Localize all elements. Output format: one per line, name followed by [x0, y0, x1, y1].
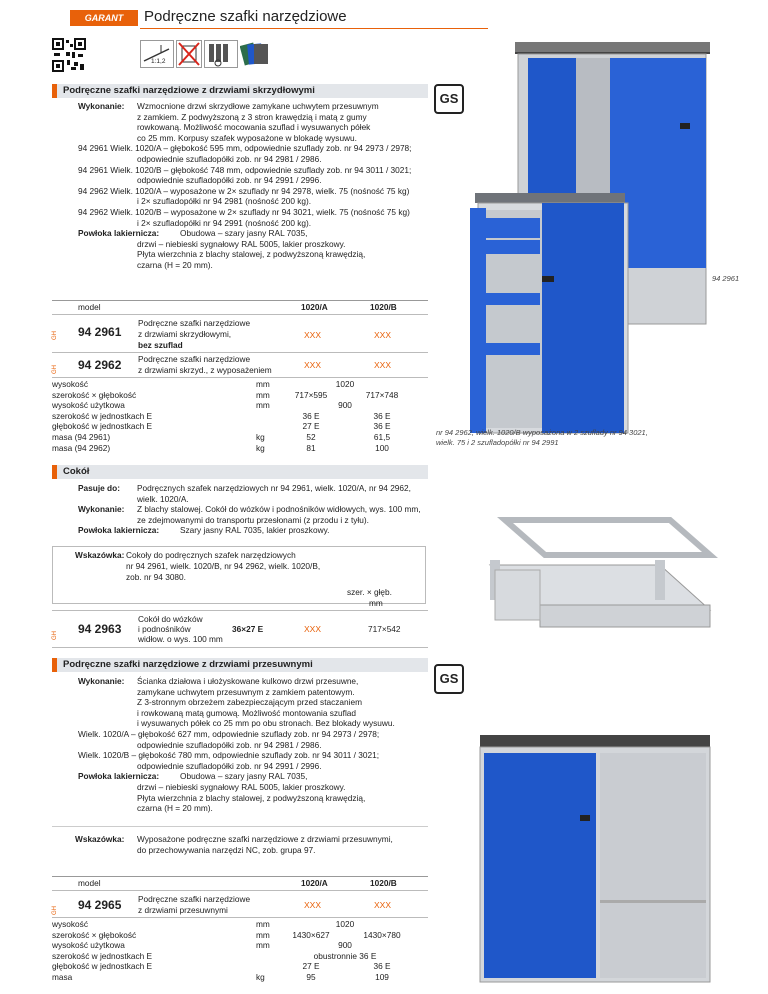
description-line: odpowiednie szufladopółki zob. nr 94 2981 / 2986.: [137, 154, 322, 164]
image-caption-line-2: wielk. 75 i 2 szufladopółki nr 94 2991: [436, 438, 559, 447]
image-caption-line-1: nr 94 2962, wielk. 1020/B wyposażona w 2 szuflady nr 94 3021,: [436, 428, 648, 437]
description-line: i rowkowaną matą gumową. Możliwość montowania szuflad: [137, 707, 357, 718]
col-head-b: 1020/B: [370, 302, 397, 312]
spec-value-a: 27 E: [302, 421, 320, 432]
hint-line: nr 94 2961, wielk. 1020/B, nr 94 2962, wielk. 1020/B,: [126, 561, 321, 571]
description-line: odpowiednie szufladopółki zob. nr 94 2991 / 2996.: [137, 175, 322, 186]
description-line: ze zdejmowanymi do transportu przesłonami (z przodu i z tyłu).: [137, 514, 369, 525]
spec-value-b: 109: [375, 972, 389, 982]
article-number-942963: 94 2963: [78, 622, 122, 636]
spec-value-merged: 1020: [335, 919, 355, 929]
page-title: Podręczne szafki narzędziowe: [144, 8, 347, 25]
spec-value-b: 717×748: [365, 389, 399, 400]
description-line: zamykane uchwytem przesuwnym z zamkiem patentowym.: [137, 686, 355, 697]
key-lock-icon: [204, 40, 238, 68]
hint-rule: [52, 826, 428, 827]
row-desc: widłow. o wys. 100 mm: [138, 634, 223, 644]
article-number-942962: 94 2962: [78, 358, 122, 372]
spec-value-merged: 1020: [335, 379, 355, 389]
price-b: XXX: [374, 360, 392, 370]
col-head-b: 1020/B: [370, 878, 397, 888]
price-a: XXX: [304, 360, 322, 370]
row-tag: GH: [52, 906, 58, 915]
model-label: model: [78, 878, 101, 888]
spec-value-a: 27 E: [302, 961, 320, 972]
spec-name: głębokość w jednostkach E: [52, 421, 153, 432]
description-line: rowkowaną. Możliwość mocowania szuflad i wysuwanych półek: [137, 122, 371, 133]
article-number-942961: 94 2961: [78, 325, 122, 339]
spec-value-b: 1430×780: [363, 929, 401, 940]
description-line: Z blachy stalowej. Cokół do wózków i podnośników widłowych, wys. 100 mm,: [137, 504, 421, 515]
gs-certification-icon: GS: [434, 664, 464, 694]
section-heading-plinth: Cokół: [52, 465, 428, 479]
gs-certification-icon: GS: [434, 84, 464, 114]
table-top-rule: [52, 876, 428, 877]
description-line: odpowiednie szufladopółki zob. nr 94 2991 / 2996.: [137, 760, 322, 771]
description-line: 94 2962 Wielk. 1020/A – wyposażone w 2× szuflady nr 94 2978, wielk. 75 (nośność 75 kg): [78, 185, 410, 196]
description-line: wielk. 1020/A.: [137, 493, 189, 504]
spec-unit: mm: [256, 379, 270, 389]
spec-value-a: 36 E: [302, 410, 320, 421]
price-a: XXX: [304, 330, 322, 340]
spec-value-b: 100: [375, 442, 389, 453]
price: XXX: [304, 624, 322, 634]
spec-name: szerokość w jednostkach E: [52, 950, 153, 961]
dim-head-unit: mm: [369, 598, 383, 608]
description-line: co 25 mm. Korpusy szafek wyposażone w blokadę wysuwu.: [137, 132, 357, 143]
spec-value-merged: obustronnie 36 E: [313, 950, 377, 961]
spec-unit: mm: [256, 940, 270, 951]
product-image-plinth: [470, 500, 725, 635]
table-rule: [52, 610, 428, 611]
price-a: XXX: [304, 900, 322, 910]
article-number-942965: 94 2965: [78, 898, 122, 912]
plinth-size: 36×27 E: [232, 624, 264, 634]
garant-logo: GARANT: [70, 10, 138, 26]
description-line: Wzmocnione drzwi skrzydłowe zamykane uchwytem przesuwnym: [137, 101, 379, 111]
description-line: Szary jasny RAL 7035, lakier proszkowy.: [180, 525, 330, 536]
description-line: i 2× szufladopółki nr 94 2981 (nośność 200 kg).: [137, 196, 312, 207]
table-rule: [52, 377, 428, 378]
spec-name: szerokość × głębokość: [52, 389, 137, 400]
spec-name: wysokość: [52, 379, 88, 389]
spec-value-a: 717×595: [294, 389, 328, 400]
description-line: odpowiednie szufladopółki zob. nr 94 2981 / 2986.: [137, 739, 322, 750]
description-line: i 2× szufladopółki nr 94 2991 (nośność 200 kg).: [137, 217, 312, 228]
spec-value-b: 61,5: [373, 432, 391, 442]
hint-line: Cokoły do podręcznych szafek narzędziowych: [126, 550, 296, 560]
spec-value-b: 36 E: [373, 410, 391, 421]
spec-unit: kg: [256, 432, 265, 442]
price-b: XXX: [374, 330, 392, 340]
description-line: drzwi – niebieski sygnałowy RAL 5005, lakier proszkowy.: [137, 238, 346, 249]
spec-unit: mm: [256, 389, 270, 400]
row-desc: bez szuflad: [138, 340, 183, 350]
description-line: z zamkiem. Z podwyższoną z 3 stron krawędzią i matą z gumy: [137, 111, 367, 122]
spec-unit: kg: [256, 972, 265, 982]
plinth-dims: 717×542: [368, 624, 401, 634]
row-tag: GH: [52, 331, 58, 340]
color-swatch-icon: [240, 40, 270, 68]
field-label: Wykonanie:: [78, 676, 125, 686]
spec-name: wysokość użytkowa: [52, 400, 125, 411]
row-desc: Podręczne szafki narzędziowe: [138, 894, 251, 904]
field-label: Powłoka lakiernicza:: [78, 525, 160, 536]
description-line: Obudowa – szary jasny RAL 7035,: [180, 228, 308, 239]
row-desc: i podnośników: [138, 624, 191, 634]
price-b: XXX: [374, 900, 392, 910]
section-heading-hinged: Podręczne szafki narzędziowe z drzwiami skrzydłowymi: [52, 84, 428, 98]
spec-unit: mm: [256, 929, 270, 940]
description-line: czarna (H = 20 mm).: [137, 260, 213, 270]
hint-line: do przechowywania narzędzi NC, zob. grupa 97.: [137, 845, 316, 855]
dim-head: szer. × głęb.: [347, 587, 392, 597]
spec-value-a: 52: [306, 432, 316, 442]
table-rule: [52, 647, 428, 648]
spec-value-b: 36 E: [373, 961, 391, 972]
description-line: i wysuwanych półek co 25 mm po obu stronach. Bez blokady wysuwu.: [137, 718, 395, 729]
description-line: Wielk. 1020/A – głębokość 627 mm, odpowiednie szuflady zob. nr 94 2973 / 2978;: [78, 729, 380, 739]
hint-line: zob. nr 94 3080.: [126, 572, 186, 582]
description-line: czarna (H = 20 mm).: [137, 803, 213, 814]
description-line: Ścianka działowa i ułożyskowane kulkowo drzwi przesuwne,: [137, 676, 359, 686]
table-rule: [52, 314, 428, 315]
row-desc: Podręczne szafki narzędziowe: [138, 354, 251, 364]
qr-code-icon: [52, 38, 86, 72]
spec-unit: mm: [256, 400, 270, 411]
field-label: Pasuje do:: [78, 483, 120, 493]
field-label: Powłoka lakiernicza:: [78, 228, 160, 239]
hint-label: Wskazówka:: [75, 834, 125, 844]
no-drill-icon: [176, 40, 202, 68]
spec-name: głębokość w jednostkach E: [52, 961, 153, 972]
sheet-steel-icon: 1:1,2: [140, 40, 174, 68]
row-tag: GH: [52, 365, 58, 374]
spec-unit: kg: [256, 442, 265, 453]
spec-value-merged: 900: [338, 940, 352, 951]
col-head-a: 1020/A: [301, 302, 328, 312]
description-line: Płyta wierzchnia z blachy stalowej, z podwyższoną krawędzią,: [137, 792, 366, 803]
spec-value-a: 1430×627: [292, 929, 330, 940]
spec-name: masa (94 2962): [52, 442, 111, 453]
row-desc: z drzwiami przesuwnymi: [138, 905, 228, 915]
description-line: Z 3-stronnym obrzeżem zabezpieczającym przed staczaniem: [137, 697, 363, 708]
spec-name: masa: [52, 972, 73, 982]
table-top-rule: [52, 300, 428, 301]
description-line: Płyta wierzchnia z blachy stalowej, z podwyższoną krawędzią,: [137, 249, 366, 260]
spec-name: wysokość użytkowa: [52, 940, 125, 951]
spec-value-a: 81: [306, 442, 316, 453]
description-line: drzwi – niebieski sygnałowy RAL 5005, lakier proszkowy.: [137, 782, 346, 792]
spec-name: szerokość w jednostkach E: [52, 410, 153, 421]
field-label: Wykonanie:: [78, 504, 125, 515]
row-tag: GH: [52, 631, 58, 640]
product-image-hinged-cabinets: [470, 38, 725, 438]
field-label: Wykonanie:: [78, 101, 125, 111]
spec-value-a: 95: [306, 972, 316, 982]
hint-label: Wskazówka:: [75, 550, 125, 560]
spec-name: wysokość: [52, 919, 88, 929]
table-rule: [52, 890, 428, 891]
model-label: model: [78, 302, 101, 312]
table-rule: [52, 352, 428, 353]
spec-name: masa (94 2961): [52, 432, 111, 442]
row-desc: z drzwiami skrzyd., z wyposażeniem: [138, 365, 272, 375]
product-image-sliding-cabinet: [470, 735, 715, 985]
hint-line: Wyposażone podręczne szafki narzędziowe z drzwiami przesuwnymi,: [137, 834, 393, 844]
section-heading-sliding: Podręczne szafki narzędziowe z drzwiami przesuwnymi: [52, 658, 428, 672]
spec-value-merged: 900: [338, 400, 352, 411]
description-line: Podręcznych szafek narzędziowych nr 94 2961, wielk. 1020/A, nr 94 2962,: [137, 483, 411, 493]
row-desc: z drzwiami skrzydłowymi,: [138, 329, 232, 339]
description-line: 94 2961 Wielk. 1020/B – głębokość 748 mm, odpowiednie szuflady zob. nr 94 3011 / 3021;: [78, 164, 412, 175]
spec-name: szerokość × głębokość: [52, 929, 137, 940]
field-label: Powłoka lakiernicza:: [78, 771, 160, 782]
spec-unit: mm: [256, 919, 270, 929]
table-rule: [52, 917, 428, 918]
description-line: Wielk. 1020/B – głębokość 780 mm, odpowiednie szuflady zob. nr 94 3011 / 3021;: [78, 750, 380, 761]
col-head-a: 1020/A: [301, 878, 328, 888]
description-line: Obudowa – szary jasny RAL 7035,: [180, 771, 308, 782]
row-desc: Cokół do wózków: [138, 614, 203, 624]
image-label-942961: 94 2961: [712, 274, 740, 283]
title-rule: [140, 28, 488, 29]
description-line: 94 2961 Wielk. 1020/A – głębokość 595 mm, odpowiednie szuflady zob. nr 94 2973 / 2978;: [78, 143, 412, 154]
row-desc: Podręczne szafki narzędziowe: [138, 318, 251, 328]
description-line: 94 2962 Wielk. 1020/B – wyposażone w 2× szuflady nr 94 3021, wielk. 75 (nośność 75 kg): [78, 207, 410, 217]
spec-value-b: 36 E: [373, 421, 391, 432]
